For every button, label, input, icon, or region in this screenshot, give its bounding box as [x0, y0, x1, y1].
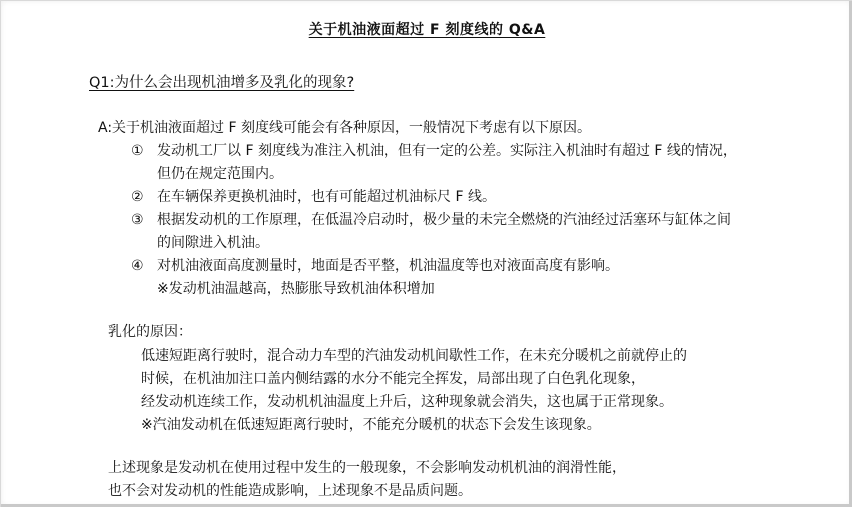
emulsion-note: ※汽油发动机在低速短距离行驶时，不能充分暖机的状态下会发生该现象。	[141, 417, 601, 433]
emulsion-line-1: 低速短距离行驶时，混合动力车型的汽油发动机间歇性工作，在未充分暖机之前就停止的	[141, 348, 687, 364]
question-heading: Q1:为什么会出现机油增多及乳化的现象?	[89, 75, 355, 91]
document-title-text: 关于机油液面超过 F 刻度线的 Q&A	[308, 22, 546, 38]
emulsion-heading: 乳化的原因：	[108, 324, 192, 340]
item-number: ③	[131, 212, 144, 228]
list-item-4-note: ※发动机油温越高，热膨胀导致机油体积增加	[157, 281, 435, 297]
conclusion-line-2: 也不会对发动机的性能造成影响，上述现象不是品质问题。	[108, 483, 472, 499]
item-text: 根据发动机的工作原理，在低温冷启动时，极少量的未完全燃烧的汽油经过活塞环与缸体之间	[157, 212, 731, 228]
list-item-1	[131, 142, 737, 160]
list-item-3-continued: 的间隙进入机油。	[157, 235, 269, 251]
list-item-3	[131, 211, 731, 229]
item-text: 对机油液面高度测量时，地面是否平整，机油温度等也对液面高度有影响。	[157, 258, 619, 274]
document-title	[1, 19, 852, 39]
conclusion-line-1: 上述现象是发动机在使用过程中发生的一般现象，不会影响发动机机油的润滑性能，	[108, 460, 626, 476]
list-item-2	[131, 188, 496, 206]
item-text: 在车辆保养更换机油时，也有可能超过机油标尺 F 线。	[157, 189, 496, 205]
item-number: ②	[131, 189, 144, 205]
list-item-4	[131, 257, 619, 275]
item-number: ①	[131, 143, 144, 159]
emulsion-line-3: 经发动机连续工作，发动机机油温度上升后，这种现象就会消失，这也属于正常现象。	[141, 394, 673, 410]
list-item-1-continued: 但仍在规定范围内。	[157, 166, 283, 182]
emulsion-line-2: 时候，在机油加注口盖内侧结露的水分不能完全挥发，局部出现了白色乳化现象，	[141, 371, 645, 387]
answer-intro: A:关于机油液面超过 F 刻度线可能会有各种原因，一般情况下考虑有以下原因。	[98, 120, 591, 136]
item-number: ④	[131, 258, 144, 274]
item-text: 发动机工厂以 F 刻度线为准注入机油，但有一定的公差。实际注入机油时有超过 F 线的情况，	[157, 143, 737, 159]
